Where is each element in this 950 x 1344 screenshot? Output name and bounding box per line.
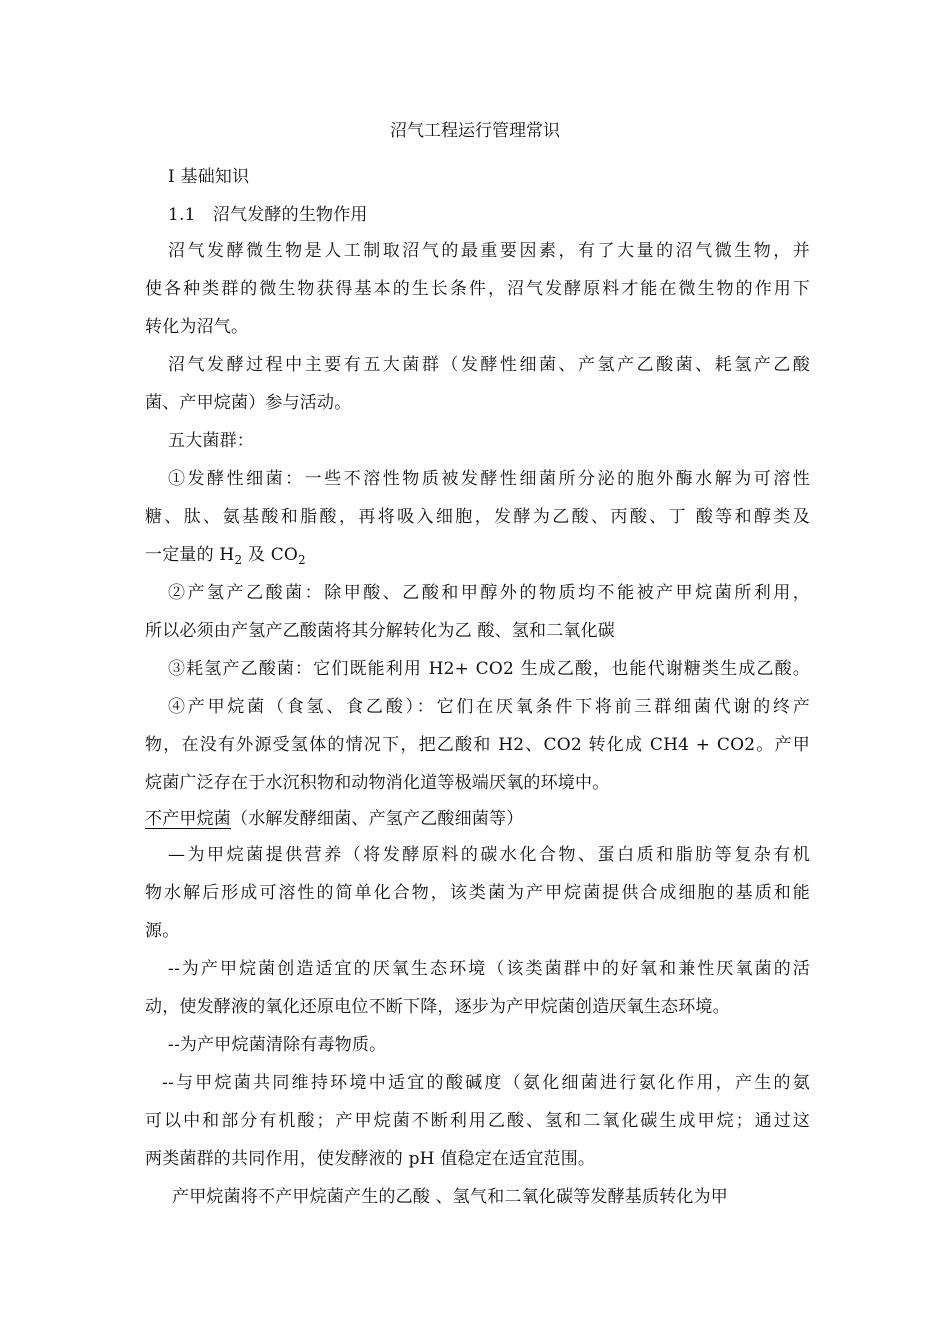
paragraph-line: 动，使发酵液的氧化还原电位不断下降，逐步为产甲烷菌创造厌氧生态环境。 <box>145 997 730 1017</box>
paragraph-line: 使各种类群的微生物获得基本的生长条件，沼气发酵原料才能在微生物的作用下 <box>145 279 810 299</box>
subsection-heading: 1.1 沼气发酵的生物作用 <box>168 205 368 225</box>
paragraph-line: --为产甲烷菌创造适宜的厌氧生态环境（该类菌群中的好氧和兼性厌氧菌的活 <box>168 959 810 979</box>
text-span: 及 CO <box>242 545 299 565</box>
paragraph-line: ①发酵性细菌：一些不溶性物质被发酵性细菌所分泌的胞外酶水解为可溶性 <box>168 469 810 489</box>
paragraph-line: ②产氢产乙酸菌：除甲酸、乙酸和甲醇外的物质均不能被产甲烷菌所利用， <box>168 583 810 603</box>
paragraph-line: --为产甲烷菌清除有毒物质。 <box>168 1035 387 1055</box>
paragraph-line: 五大菌群： <box>168 431 254 451</box>
paragraph-line: 沼气发酵微生物是人工制取沼气的最重要因素，有了大量的沼气微生物，并 <box>168 241 810 261</box>
paragraph-line: 物水解后形成可溶性的简单化合物，该类菌为产甲烷菌提供合成细胞的基质和能 <box>145 883 810 903</box>
paragraph-line: ④产甲烷菌（食氢、食乙酸）：它们在厌氧条件下将前三群细菌代谢的终产 <box>168 697 810 717</box>
paragraph-line: —为甲烷菌提供营养（将发酵原料的碳水化合物、蛋白质和脂肪等复杂有机 <box>168 845 810 865</box>
paragraph-line: 可以中和部分有机酸；产甲烷菌不断利用乙酸、氢和二氧化碳生成甲烷；通过这 <box>145 1111 810 1131</box>
subscript: 2 <box>298 553 306 567</box>
paragraph-line: 物，在没有外源受氢体的情况下，把乙酸和 H2、CO2 转化成 CH4 + CO2。产甲 <box>145 735 810 755</box>
paragraph-line: 烷菌广泛存在于水沉积物和动物消化道等极端厌氧的环境中。 <box>145 773 610 793</box>
paragraph-line: 所以必须由产氢产乙酸菌将其分解转化为乙 酸、氢和二氧化碳 <box>145 621 616 641</box>
paragraph-line: 转化为沼气。 <box>145 317 249 337</box>
paragraph-line: 菌、产甲烷菌）参与活动。 <box>145 393 352 413</box>
paragraph-line: 产甲烷菌将不产甲烷菌产生的乙酸 、氢气和二氧化碳等发酵基质转化为甲 <box>172 1187 729 1207</box>
text-span: （水解发酵细菌、产氢产乙酸细菌等） <box>231 809 524 829</box>
subscript: 2 <box>234 553 243 567</box>
paragraph-line: 源。 <box>145 921 180 941</box>
paragraph-line <box>145 543 810 567</box>
paragraph-line: 沼气发酵过程中主要有五大菌群（发酵性细菌、产氢产乙酸菌、耗氢产乙酸 <box>168 355 810 375</box>
paragraph-line <box>145 807 810 831</box>
document-title: 沼气工程运行管理常识 <box>390 121 560 141</box>
paragraph-line: 两类菌群的共同作用，使发酵液的 pH 值稳定在适宜范围。 <box>145 1149 596 1169</box>
section-heading: Ⅰ 基础知识 <box>168 167 250 187</box>
paragraph-line: ③耗氢产乙酸菌：它们既能利用 H2+ CO2 生成乙酸，也能代谢糖类生成乙酸。 <box>168 659 810 679</box>
paragraph-line: --与甲烷菌共同维持环境中适宜的酸碱度（氨化细菌进行氨化作用，产生的氨 <box>162 1073 810 1093</box>
underlined-term: 不产甲烷菌 <box>145 809 231 829</box>
paragraph-line: 糖、肽、氨基酸和脂酸，再将吸入细胞，发酵为乙酸、丙酸、丁 酸等和醇类及 <box>145 507 810 527</box>
text-span: 一定量的 H <box>145 545 235 565</box>
